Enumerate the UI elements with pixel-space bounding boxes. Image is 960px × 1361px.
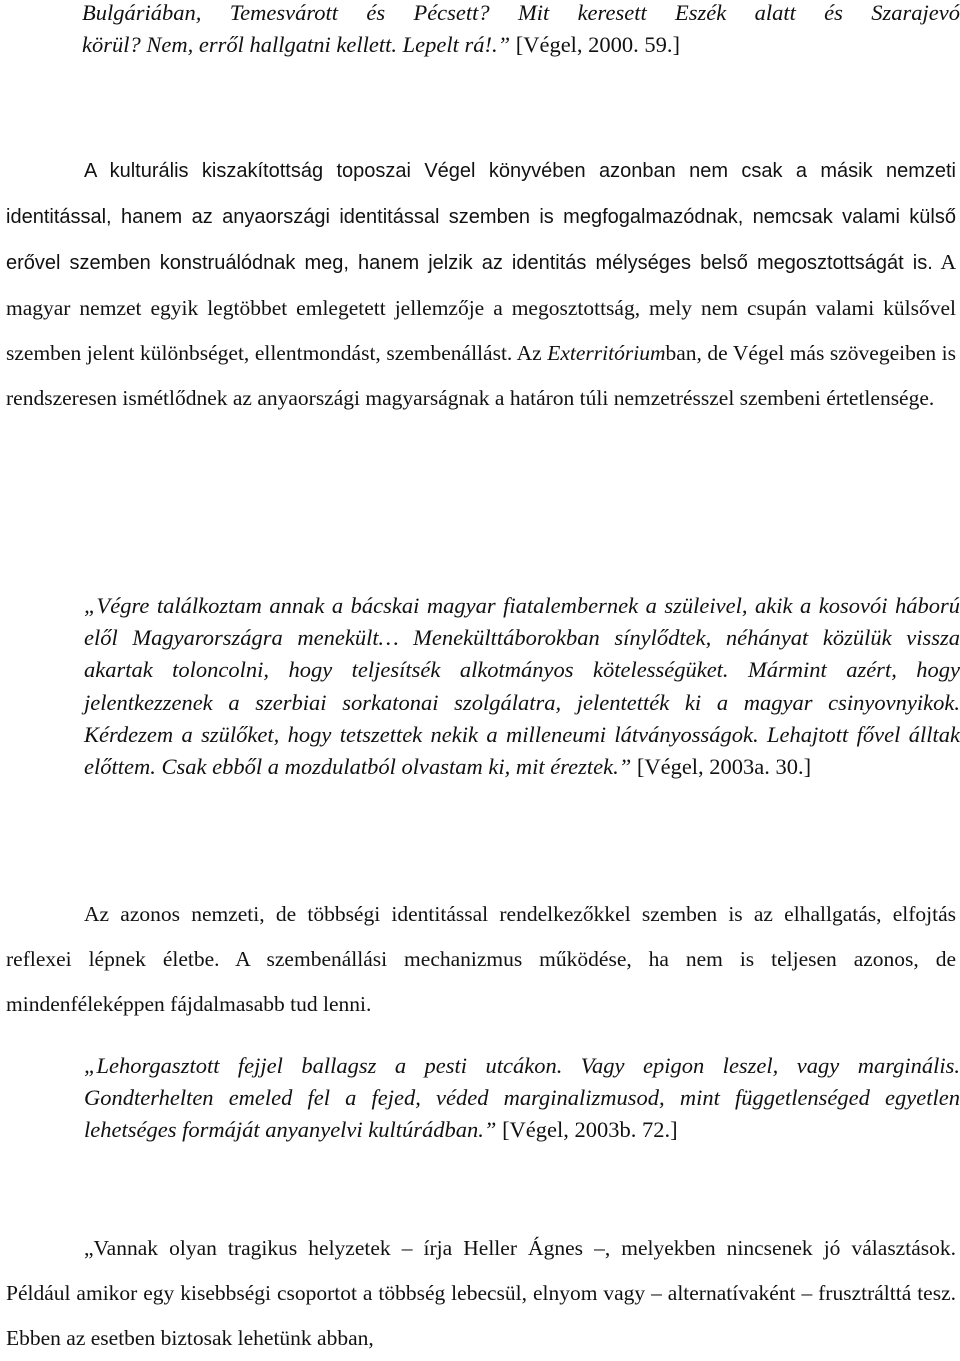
paragraph-2: Az azonos nemzeti, de többségi identitással rendelkezőkkel szemben is az elhallgatás, elfojtás reflexei lépnek életbe. A szembenállási mechanizmus működése, ha nem is teljesen azonos, de mindenféleképpen fájdalmasabb tud lenni. <box>6 902 956 1016</box>
top-quote-reference: [Végel, 2000. 59.] <box>510 32 681 57</box>
paragraph-1-part-2: A magyar nemzet egyik legtöbbet emlegetett jellemzője a megosztottság, mely nem csupán valami külsővel szemben jelent különbséget, ellentmondást, szembenállást. Az <box>6 250 957 365</box>
block-quote-1-reference: [Végel, 2003a. 30.] <box>631 754 812 780</box>
paragraph-1-italic-term: Exterritórium <box>547 341 666 365</box>
paragraph-1-part-3: ban, de Végel más szövegeiben is rendszeresen ismétlődnek az anyaországi magyarságnak a határon túli nemzetrésszel szembeni értetlensége. <box>6 341 956 410</box>
block-quote-2-text: „Lehorgasztott fejjel ballagsz a pesti utcákon. Vagy epigon leszel, vagy marginális. Gondterhelten emeled fel a fejed, véded marginalizmusod, mint függetlenséged egyetlen lehetséges formáját anyanyelvi kultúrádban.” <box>84 1053 960 1143</box>
paragraph-1 <box>6 148 956 421</box>
block-quote-2-reference: [Végel, 2003b. 72.] <box>496 1117 678 1143</box>
top-quote <box>82 0 960 61</box>
top-quote-italic: körül? Nem, erről hallgatni kellett. Lepelt rá!.” <box>82 32 511 57</box>
block-quote-1 <box>84 590 960 783</box>
paragraph-3: „Vannak olyan tragikus helyzetek – írja Heller Ágnes –, melyekben nincsenek jó választások. Például amikor egy kisebbségi csoportot a többség lebecsül, elnyom vagy – alternatívaként – frusztrálttá tesz. Ebben az esetben biztosak lehetünk abban, <box>6 1236 956 1350</box>
block-quote-2 <box>84 1050 960 1147</box>
top-quote-line-1: Bulgáriában, Temesvárott és Pécsett? Mit keresett Eszék alatt és Szarajevó <box>82 0 960 25</box>
top-quote-line-2 <box>82 29 960 61</box>
block-quote-1-text: „Végre találkoztam annak a bácskai magyar fiatalembernek a szüleivel, akik a kosovói háború elől Magyarországra menekült… Menekülttáborokban sínylődtek, néhányat közülük vissza akartak toloncolni, hogy teljesítsék alkotmányos kötelességüket. Mármint azért, hogy jelentkezzenek a szerbiai sorkatonai szolgálatra, jelentették ki a magyar csinyovnyikok. Kérdezem a szülőket, hogy tetszettek nekik a milleneumi látványosságok. Lehajtott fővel álltak előttem. Csak ebből a mozdulatból olvastam ki, mit éreztek.” <box>84 593 960 780</box>
paragraph-1-part-1: A kulturális kiszakítottság toposzai Végel könyvében azonban nem csak a másik nemzeti identitással, hanem az anyaországi identitással szemben is megfogalmazódnak, nemcsak valami külső erővel szemben konstruálódnak meg, hanem jelzik az identitás mélységes belső megosztottságát is. <box>6 160 956 274</box>
